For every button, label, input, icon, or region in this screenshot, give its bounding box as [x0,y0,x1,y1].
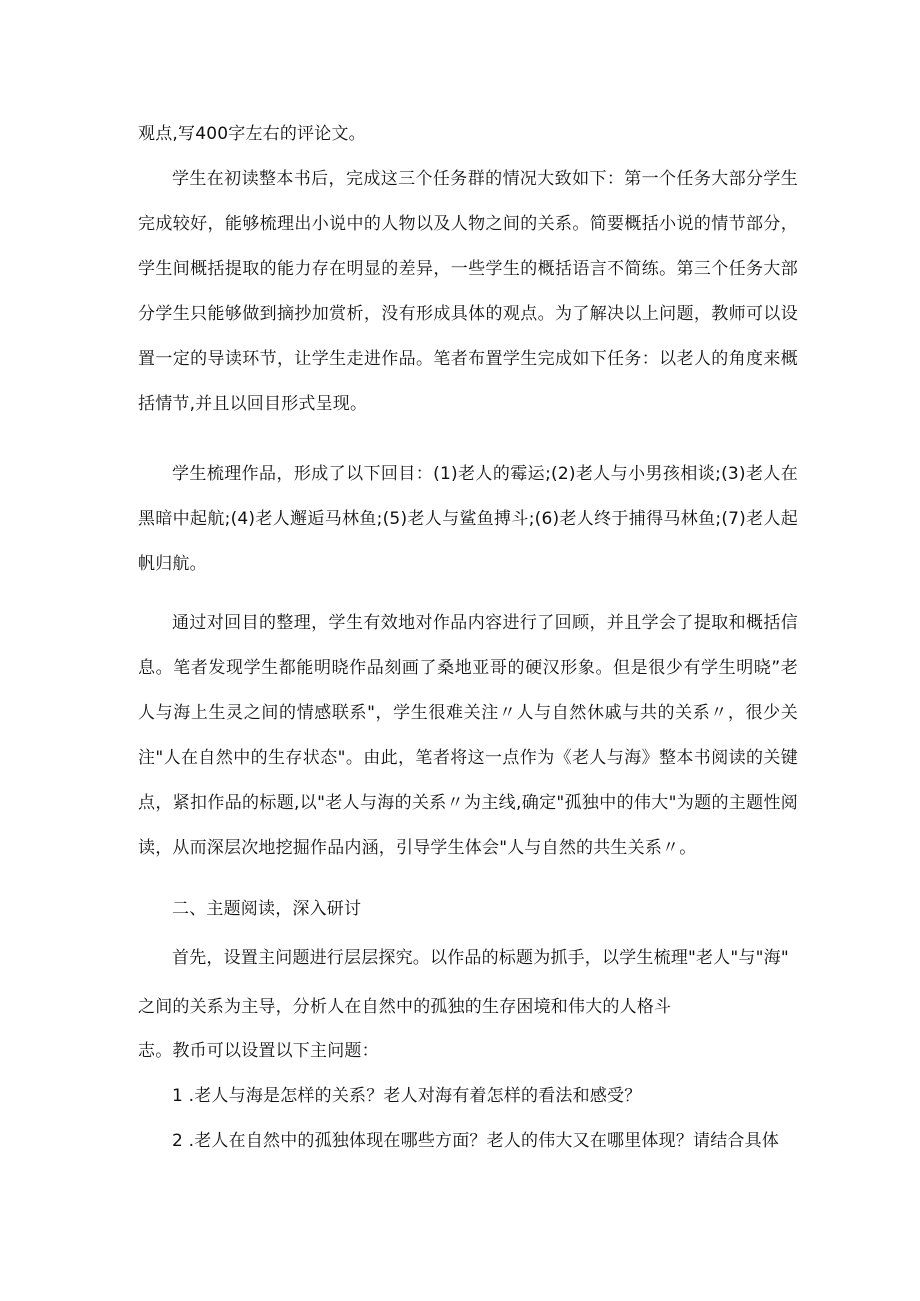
intro-line: 观点,写400字左右的评论文。 [138,124,366,144]
question-item-2: 2 .老人在自然中的孤独体现在哪些方面？老人的伟大又在哪里体现？请结合具体 [172,1131,780,1151]
paragraph-chapter-titles [138,452,798,587]
paragraph-line: 之间的关系为主导，分析人在自然中的孤独的生存困境和伟大的人格斗 [138,997,672,1017]
paragraph-line: 首先，设置主问题进行层层探究。以作品的标题为抓手，以学生梳理"老人"与"海" [172,948,789,968]
question-item-1: 1 .老人与海是怎样的关系？老人对海有着怎样的看法和感受？ [172,1086,642,1106]
paragraph-line: 志。教币可以设置以下主问题： [138,1041,379,1061]
paragraph-text: 学生梳理作品，形成了以下回目：(1)老人的霉运;(2)老人与小男孩相谈;(3)老人在黑暗中起航;(4)老人邂逅马林鱼;(5)老人与鲨鱼搏斗;(6)老人终于捕得马林鱼;(7)老人起帆归航。 [138,464,798,574]
paragraph-task-summary [138,157,798,427]
paragraph-analysis [138,601,798,871]
section-heading: 二、主题阅读，深入研讨 [172,899,362,919]
paragraph-text: 学生在初读整本书后，完成这三个任务群的情况大致如下：第一个任务大部分学生完成较好，能够梳理出小说中的人物以及人物之间的关系。简要概括小说的情节部分，学生间概括提取的能力存在明显的差异，一些学生的概括语言不简练。第三个任务大部分学生只能够做到摘抄加赏析，没有形成具体的观点。为了解决以上问题，教师可以设置一定的导读环节，让学生走进作品。笔者布置学生完成如下任务：以老人的角度来概括情节,并且以回目形式呈现。 [138,169,798,414]
paragraph-text: 通过对回目的整理，学生有效地对作品内容进行了回顾，并且学会了提取和概括信息。笔者发现学生都能明晓作品刻画了桑地亚哥的硬汉形象。但是很少有学生明晓”老人与海上生灵之间的情感联系"，学生很难关注〃人与自然休戚与共的关系〃，很少关注"人在自然中的生存状态"。由此，笔者将这一点作为《老人与海》整本书阅读的关键点，紧扣作品的标题,以"老人与海的关系〃为主线,确定"孤独中的伟大"为题的主题性阅读，从而深层次地挖掘作品内涵，引导学生体会"人与自然的共生关系〃。 [138,613,798,858]
